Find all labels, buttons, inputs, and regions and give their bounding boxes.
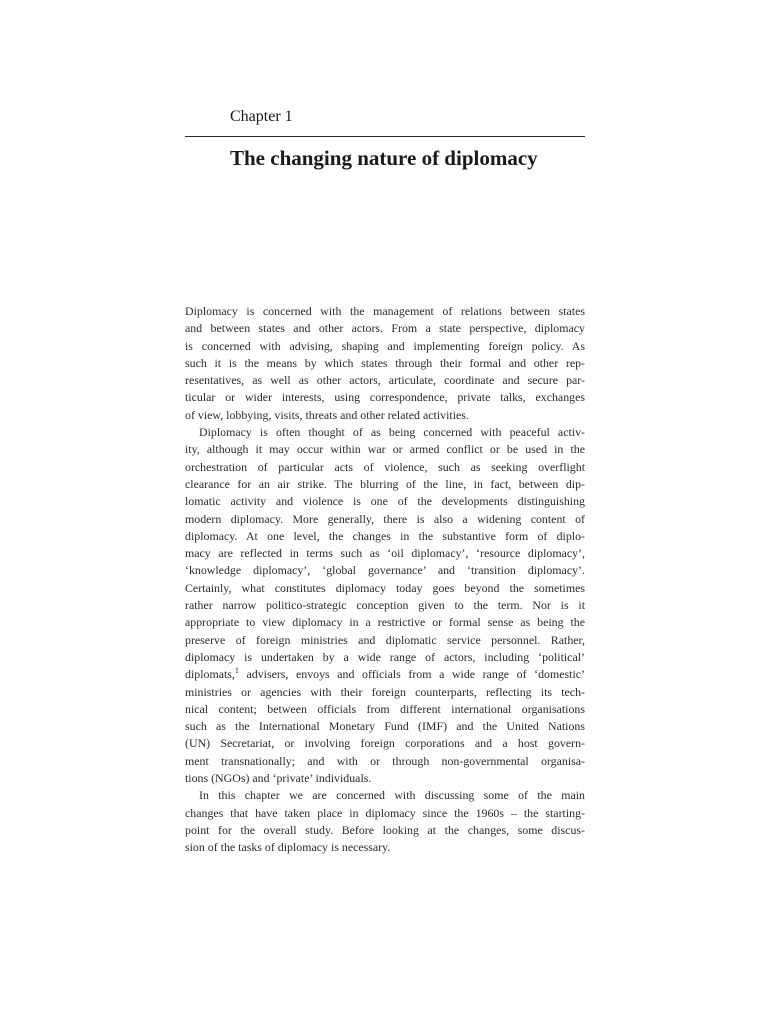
text-line: appropriate to view diplomacy in a restrictive or formal sense as being the [185,615,585,630]
text-line: ministries or agencies with their foreign counterparts, reflecting its tech- [185,684,585,699]
text-line: ‘knowledge diplomacy’, ‘global governance’ and ‘transition diplomacy’. [185,563,585,578]
text-line: tions (NGOs) and ‘private’ individuals. [185,771,372,786]
text-line: (UN) Secretariat, or involving foreign corporations and a host govern- [185,736,585,751]
footnote-marker[interactable]: 1 [234,666,239,676]
text-line: preserve of foreign ministries and diplomatic service personnel. Rather, [185,632,585,647]
text-line: diplomacy is undertaken by a wide range of actors, including ‘political’ [185,649,585,664]
chapter-label: Chapter 1 [230,108,293,125]
text-line: In this chapter we are concerned with discussing some of the main [199,788,585,803]
text-line: changes that have taken place in diplomacy since the 1960s – the starting- [185,805,585,820]
chapter-title: The changing nature of diplomacy [230,146,538,170]
text-line: point for the overall study. Before looking at the changes, some discus- [185,822,585,837]
text-line: such it is the means by which states through their formal and other rep- [185,355,585,370]
text-line: such as the International Monetary Fund (IMF) and the United Nations [185,719,585,734]
text-line: rather narrow politico-strategic conception given to the term. Nor is it [185,598,585,613]
text-line: ity, although it may occur within war or armed conflict or be used in the [185,442,585,457]
text-line: and between states and other actors. From a state perspective, diplomacy [185,321,585,336]
footnote-line-start: diplomats, [185,667,235,682]
text-line: orchestration of particular acts of violence, such as seeking overflight [185,459,585,474]
text-line: sion of the tasks of diplomacy is necessary. [185,840,391,855]
paragraph-2 [185,424,585,787]
text-line: Diplomacy is often thought of as being concerned with peaceful activ- [199,425,585,440]
text-line: resentatives, as well as other actors, articulate, coordinate and secure par- [185,373,585,388]
text-line: nical content; between officials from different international organisations [185,701,585,716]
text-line: Certainly, what constitutes diplomacy today goes beyond the sometimes [185,580,585,595]
chapter-divider [185,136,585,137]
text-line: ment transnationally; and with or through non-governmental organisa- [185,753,585,768]
text-line: Diplomacy is concerned with the management of relations between states [185,304,585,318]
text-line: lomatic activity and violence is one of the developments distinguishing [185,494,585,509]
footnote-line-end: advisers, envoys and officials from a wide range of ‘domestic’ [238,667,585,682]
text-line: macy are reflected in terms such as ‘oil diplomacy’, ‘resource diplomacy’, [185,546,585,561]
text-line: diplomacy. At one level, the changes in the substantive form of diplo- [185,528,585,543]
footnote-text-line [185,666,585,683]
paragraph-3 [185,787,585,856]
text-line: clearance for an air strike. The blurring of the line, in fact, between dip- [185,476,585,491]
text-line: ticular or wider interests, using correspondence, private talks, exchanges [185,390,585,405]
chapter-body [185,303,585,857]
text-line: modern diplomacy. More generally, there is also a widening content of [185,511,585,526]
text-line: of view, lobbying, visits, threats and other related activities. [185,407,469,422]
text-line: is concerned with advising, shaping and implementing foreign policy. As [185,338,585,353]
paragraph-1 [185,303,585,424]
